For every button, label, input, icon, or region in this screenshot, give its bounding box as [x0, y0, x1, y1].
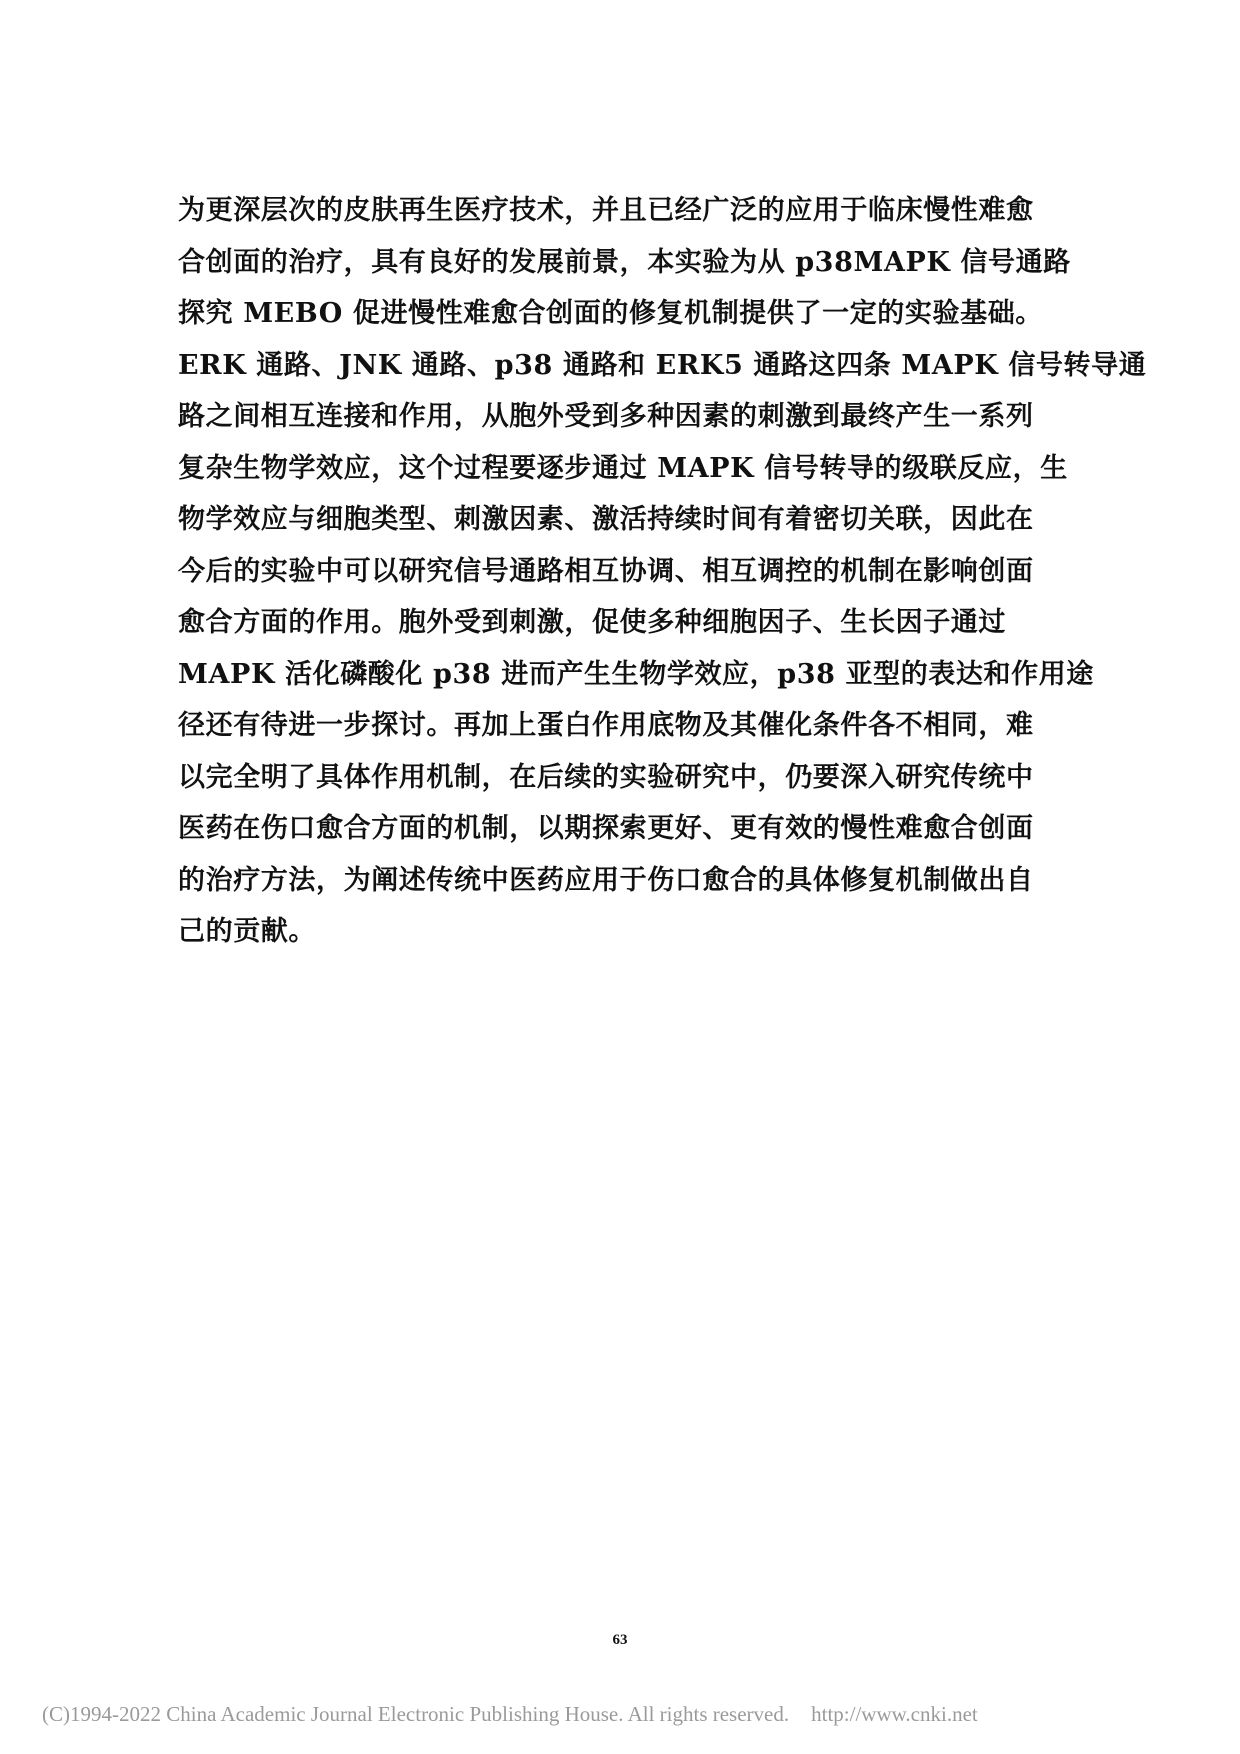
copyright-footer: [42, 1702, 1212, 1727]
text-line: 今后的实验中可以研究信号通路相互协调、相互调控的机制在影响创面: [178, 555, 1034, 587]
text-line: 合创面的治疗，具有良好的发展前景，本实验为从 p38MAPK 信号通路: [178, 246, 1071, 278]
body-paragraph: [178, 185, 1147, 958]
text-line: 径还有待进一步探讨。再加上蛋白作用底物及其催化条件各不相同，难: [178, 710, 1034, 741]
text-line: 的治疗方法，为阐述传统中医药应用于伤口愈合的具体修复机制做出自: [178, 864, 1034, 896]
page-number: 63: [612, 1632, 628, 1648]
text-line: 探究 MEBO 促进慢性难愈合创面的修复机制提供了一定的实验基础。: [178, 298, 1043, 329]
text-line: 路之间相互连接和作用，从胞外受到多种因素的刺激到最终产生一系列: [178, 401, 1034, 432]
copyright-text: (C)1994-2022 China Academic Journal Electronic Publishing House. All rights reserved.: [42, 1702, 790, 1726]
text-line: 复杂生物学效应，这个过程要逐步通过 MAPK 信号转导的级联反应，生: [178, 452, 1068, 484]
text-line: 医药在伤口愈合方面的机制，以期探索更好、更有效的慢性难愈合创面: [178, 813, 1034, 844]
text-line: 物学效应与细胞类型、刺激因素、激活持续时间有着密切关联，因此在: [178, 504, 1034, 535]
text-line: ERK 通路、JNK 通路、p38 通路和 ERK5 通路这四条 MAPK 信号转导通: [178, 349, 1147, 381]
text-line: 己的贡献。: [178, 916, 316, 947]
text-line: 以完全明了具体作用机制，在后续的实验研究中，仍要深入研究传统中: [178, 761, 1034, 793]
footer-url: http://www.cnki.net: [811, 1702, 978, 1726]
text-line: 愈合方面的作用。胞外受到刺激，促使多种细胞因子、生长因子通过: [178, 607, 1006, 638]
text-line: MAPK 活化磷酸化 p38 进而产生生物学效应，p38 亚型的表达和作用途: [178, 658, 1094, 690]
text-line: 为更深层次的皮肤再生医疗技术，并且已经广泛的应用于临床慢性难愈: [178, 195, 1034, 226]
